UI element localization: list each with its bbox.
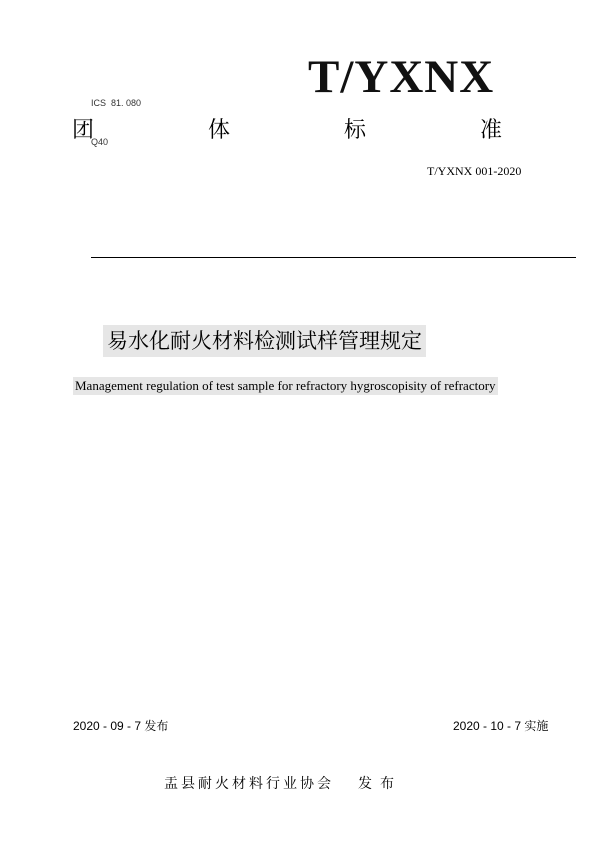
document-category [72, 117, 502, 145]
standard-logo: T/YXNX [308, 51, 495, 103]
publish-label: 发布 [358, 776, 402, 792]
publisher-name: 盂县耐火材料行业协会 [164, 776, 334, 792]
header-divider [91, 257, 576, 258]
category-char: 准 [479, 118, 502, 143]
ccs-code: Q40 [91, 137, 109, 147]
category-char: 团 [72, 118, 95, 143]
issue-date: 2020 - 09 - 7 发布 [73, 719, 169, 733]
document-title-chinese: 易水化耐火材料检测试样管理规定 [103, 325, 426, 357]
document-title-english: Management regulation of test sample for refractory hygroscopisity of refractory [75, 378, 496, 393]
category-char: 体 [207, 118, 230, 143]
standard-number: T/YXNX 001-2020 [427, 164, 522, 178]
publisher-line [164, 775, 402, 793]
implementation-date: 2020 - 10 - 7 实施 [453, 719, 549, 733]
category-char: 标 [343, 118, 366, 143]
ics-code: ICS 81. 080 [91, 98, 142, 108]
